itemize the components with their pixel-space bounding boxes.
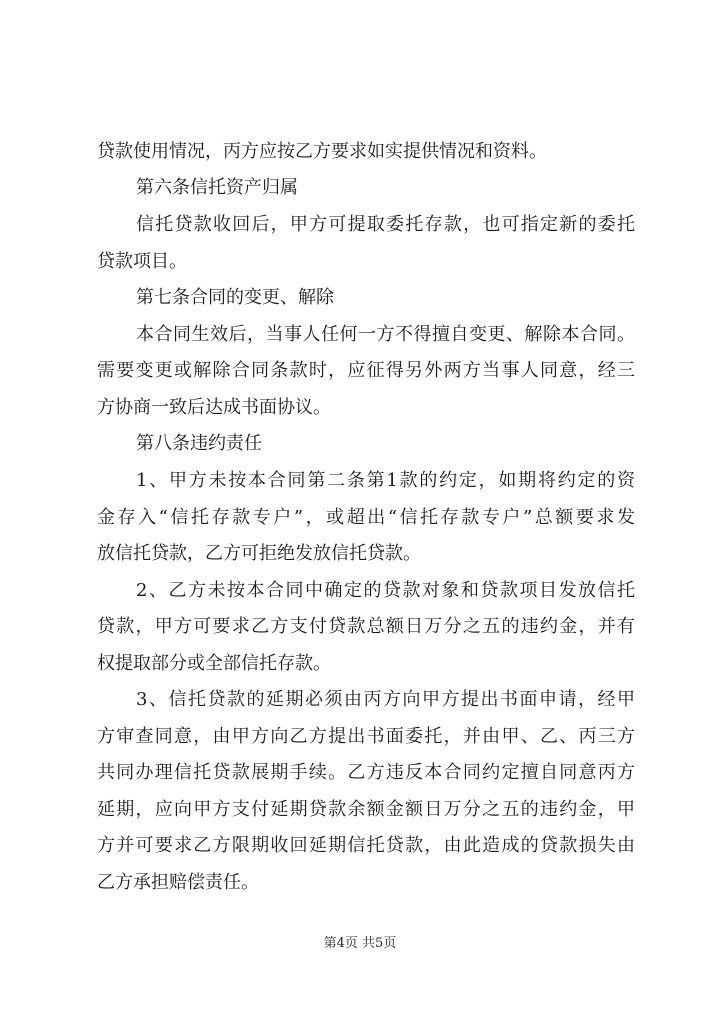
- paragraph-line: 乙方承担赔偿责任。: [97, 872, 259, 893]
- paragraph-line: 方协商一致后达成书面协议。: [97, 397, 331, 418]
- paragraph-line: 贷款项目。: [97, 251, 187, 272]
- paragraph-line: 方审查同意，由甲方向乙方提出书面委托，并由甲、乙、丙三方: [97, 726, 635, 747]
- paragraph-line: 1、甲方未按本合同第二条第1款的约定，如期将约定的资: [136, 470, 635, 491]
- section-heading: 第六条信托资产归属: [136, 177, 298, 198]
- section-heading: 第八条违约责任: [136, 433, 262, 454]
- paragraph-line: 延期，应向甲方支付延期贷款余额金额日万分之五的违约金，甲: [97, 799, 635, 820]
- paragraph-line: 信托贷款收回后，甲方可提取委托存款，也可指定新的委托: [136, 214, 635, 235]
- paragraph-line: 放信托贷款，乙方可拒绝发放信托贷款。: [97, 543, 421, 564]
- paragraph-line: 2、乙方未按本合同中确定的贷款对象和贷款项目发放信托: [136, 580, 635, 601]
- paragraph-line: 3、信托贷款的延期必须由丙方向甲方提出书面申请，经甲: [136, 689, 635, 710]
- paragraph-line: 方并可要求乙方限期收回延期信托贷款，由此造成的贷款损失由: [97, 835, 635, 856]
- paragraph-line: 需要变更或解除合同条款时，应征得另外两方当事人同意，经三: [97, 360, 635, 381]
- paragraph-line: 贷款，甲方可要求乙方支付贷款总额日万分之五的违约金，并有: [97, 616, 635, 637]
- paragraph-line: 共同办理信托贷款展期手续。乙方违反本合同约定擅自同意丙方: [97, 762, 635, 783]
- paragraph-line: 本合同生效后，当事人任何一方不得擅自变更、解除本合同。: [136, 324, 635, 345]
- paragraph-line: 贷款使用情况，丙方应按乙方要求如实提供情况和资料。: [97, 141, 547, 162]
- paragraph-line: 权提取部分或全部信托存款。: [97, 653, 331, 674]
- page-number-footer: 第4页 共5页: [323, 936, 397, 951]
- paragraph-line: 金存入“信托存款专户”，或超出“信托存款专户”总额要求发: [97, 507, 635, 528]
- section-heading: 第七条合同的变更、解除: [136, 287, 334, 308]
